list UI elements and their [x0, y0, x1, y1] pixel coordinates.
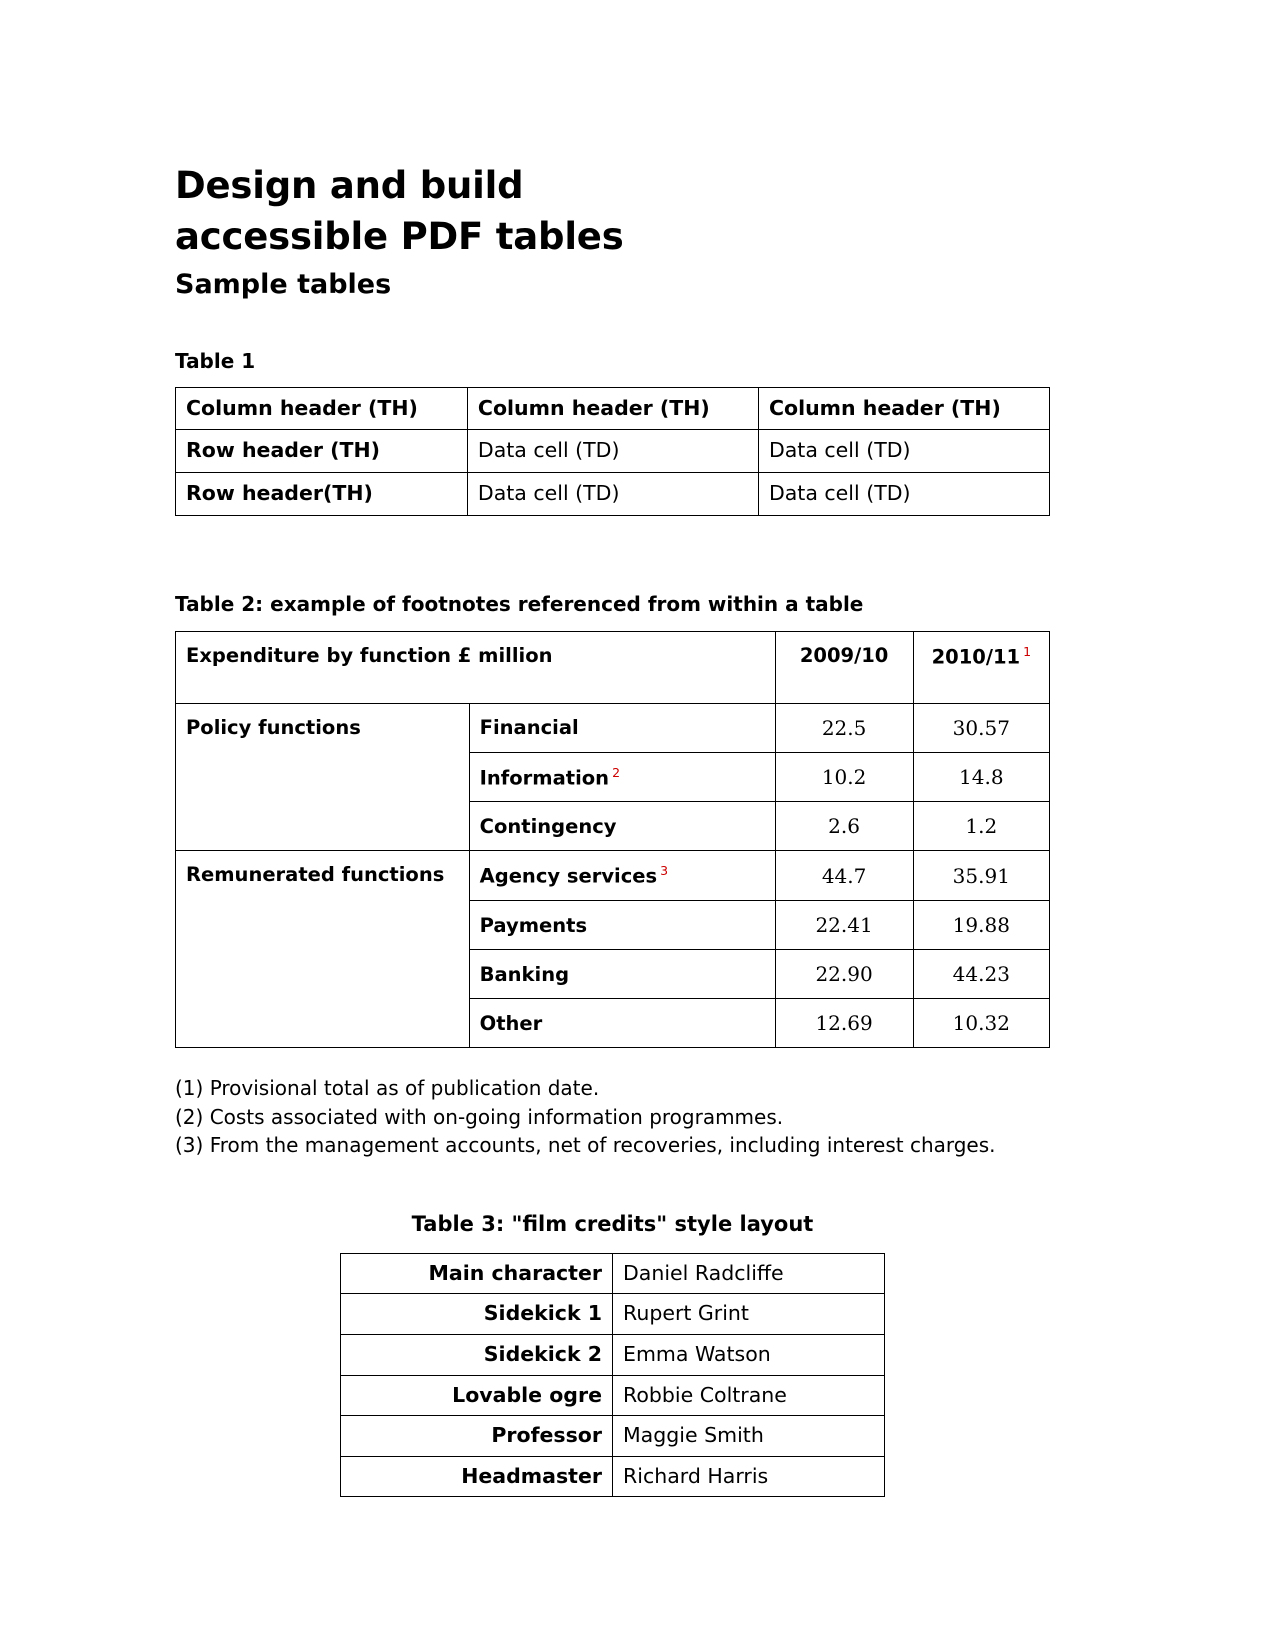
table-2-value: 19.88: [913, 901, 1049, 950]
table-2-row-header-agency-services: [469, 851, 775, 901]
table-2-header-year-2010-label: 2010/11: [931, 645, 1021, 669]
table-3-value: Maggie Smith: [613, 1416, 885, 1457]
table-2: [175, 631, 1050, 1049]
table-2-value: 10.2: [775, 752, 913, 802]
page-title-line-2: accessible PDF tables: [175, 215, 624, 259]
table-2-value: 12.69: [775, 999, 913, 1048]
page-title: [175, 160, 1050, 262]
table-row: [176, 631, 1050, 703]
table-2-value: 22.41: [775, 901, 913, 950]
table-2-value: 44.23: [913, 950, 1049, 999]
footnote-marker-3: 3: [660, 863, 669, 879]
table-2-row-label: Payments: [479, 913, 588, 937]
table-row: [341, 1375, 885, 1416]
footnote-2: (2) Costs associated with on-going information programmes.: [175, 1104, 784, 1129]
table-3-value: Daniel Radcliffe: [613, 1253, 885, 1294]
table-2-value: 30.57: [913, 703, 1049, 752]
table-row: [176, 430, 1050, 473]
table-2-row-label: Agency services: [479, 864, 658, 888]
table-row: [176, 703, 1050, 752]
table-1-row-header-2: Row header(TH): [176, 473, 468, 516]
table-2-row-header-financial: [469, 703, 775, 752]
table-2-row-header-banking: [469, 950, 775, 999]
table-2-header-year-2009: [775, 631, 913, 703]
table-1: [175, 387, 1050, 516]
table-3-row-header-sidekick-2: Sidekick 2: [341, 1334, 613, 1375]
table-3-caption: Table 3: "film credits" style layout: [411, 1212, 814, 1237]
table-3-row-header-lovable-ogre: Lovable ogre: [341, 1375, 613, 1416]
page-subtitle: Sample tables: [175, 269, 392, 301]
footnote-marker-2: 2: [612, 764, 621, 780]
table-2-row-header-information: [469, 752, 775, 802]
table-2-group-header-policy: Policy functions: [176, 703, 470, 851]
document-content: [175, 160, 1050, 1497]
table-1-caption: Table 1: [175, 348, 256, 373]
table-1-section: [175, 348, 1050, 516]
table-2-section: [175, 591, 1050, 1160]
table-2-header-year-2010: [913, 631, 1049, 703]
table-3-row-header-headmaster: Headmaster: [341, 1456, 613, 1497]
page-title-line-1: Design and build: [175, 164, 524, 207]
table-1-data-cell: Data cell (TD): [467, 430, 758, 473]
footnote-marker-1: 1: [1023, 643, 1032, 659]
table-2-value: 35.91: [913, 851, 1049, 901]
table-row: [341, 1456, 885, 1497]
table-2-header-year-2009-label: 2009/10: [799, 643, 889, 667]
table-2-value: 1.2: [913, 802, 1049, 851]
footnote-1: (1) Provisional total as of publication date.: [175, 1076, 600, 1101]
table-row: [341, 1253, 885, 1294]
table-row: [176, 851, 1050, 901]
table-3-row-header-main-character: Main character: [341, 1253, 613, 1294]
table-2-value: 14.8: [913, 752, 1049, 802]
table-2-value: 10.32: [913, 999, 1049, 1048]
table-2-value: 44.7: [775, 851, 913, 901]
table-2-row-label: Contingency: [479, 814, 617, 838]
table-2-row-label: Other: [479, 1011, 543, 1035]
table-2-row-label: Information: [479, 766, 610, 790]
table-2-footnotes: [175, 1074, 1050, 1159]
table-row: [341, 1334, 885, 1375]
table-2-row-header-contingency: [469, 802, 775, 851]
footnote-3: (3) From the management accounts, net of recoveries, including interest charges.: [175, 1133, 996, 1158]
table-1-data-cell: Data cell (TD): [758, 430, 1049, 473]
table-row: [341, 1294, 885, 1335]
table-2-group-header-remunerated: Remunerated functions: [176, 851, 470, 1048]
table-2-row-header-payments: [469, 901, 775, 950]
table-3-value: Rupert Grint: [613, 1294, 885, 1335]
table-1-data-cell: Data cell (TD): [467, 473, 758, 516]
table-2-caption: Table 2: example of footnotes referenced from within a table: [175, 591, 864, 616]
table-2-header-expenditure: Expenditure by function £ million: [176, 631, 776, 703]
table-1-row-header-1: Row header (TH): [176, 430, 468, 473]
table-1-column-header-2: Column header (TH): [467, 387, 758, 430]
table-2-value: 22.90: [775, 950, 913, 999]
table-row: [176, 387, 1050, 430]
table-3-value: Robbie Coltrane: [613, 1375, 885, 1416]
table-1-column-header-1: Column header (TH): [176, 387, 468, 430]
table-3-value: Richard Harris: [613, 1456, 885, 1497]
table-3-row-header-sidekick-1: Sidekick 1: [341, 1294, 613, 1335]
table-2-value: 22.5: [775, 703, 913, 752]
table-3: [340, 1253, 885, 1498]
table-3-row-header-professor: Professor: [341, 1416, 613, 1457]
table-2-row-header-other: [469, 999, 775, 1048]
table-2-row-label: Financial: [479, 715, 579, 739]
table-row: [341, 1416, 885, 1457]
table-3-section: [175, 1211, 1050, 1497]
table-2-value: 2.6: [775, 802, 913, 851]
table-1-column-header-3: Column header (TH): [758, 387, 1049, 430]
table-1-data-cell: Data cell (TD): [758, 473, 1049, 516]
table-2-row-label: Banking: [479, 962, 570, 986]
table-3-value: Emma Watson: [613, 1334, 885, 1375]
table-row: [176, 473, 1050, 516]
